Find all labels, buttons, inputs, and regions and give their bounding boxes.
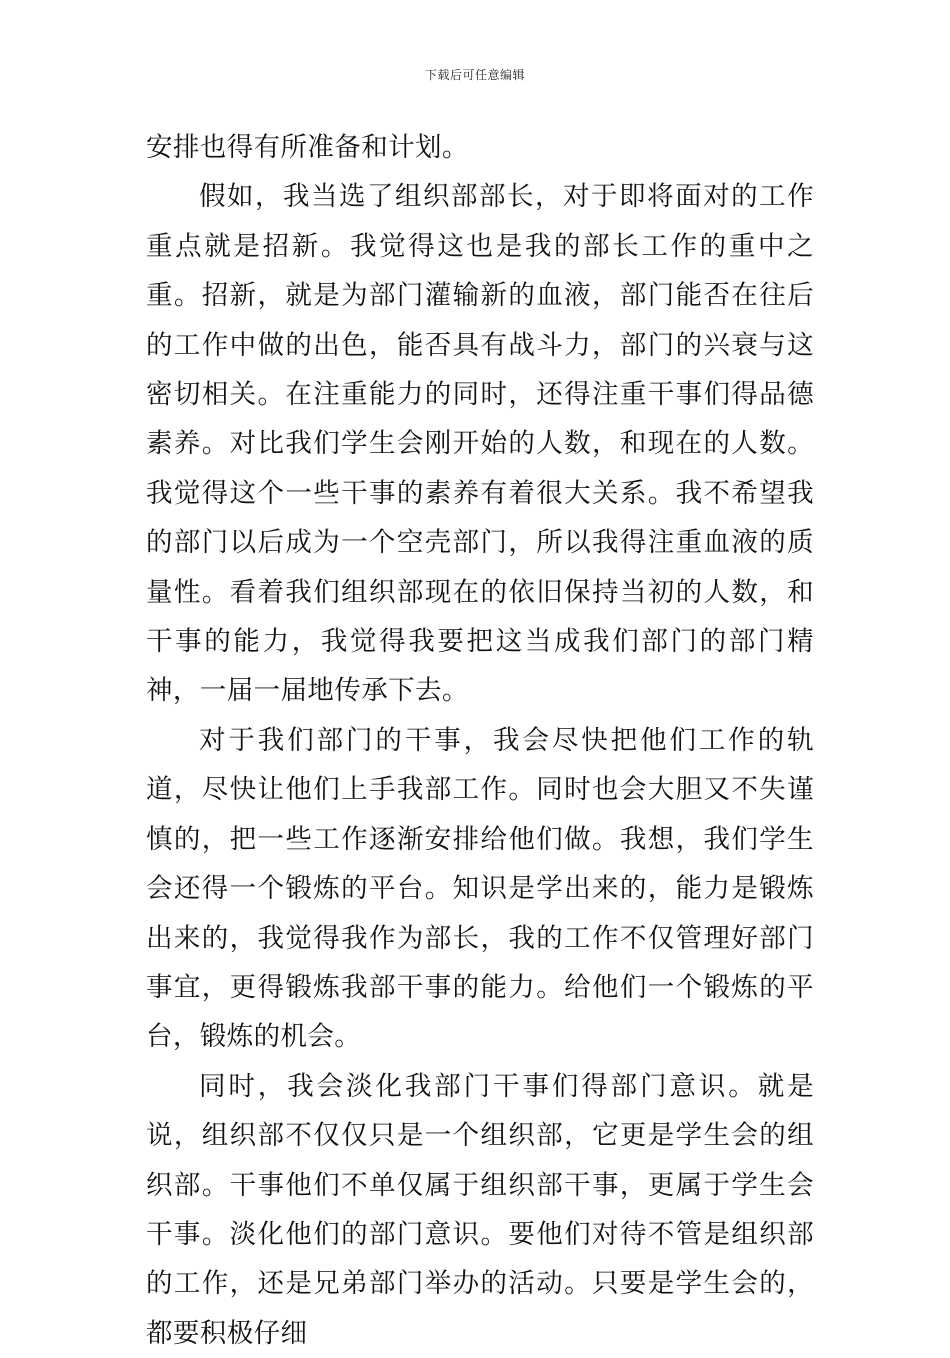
paragraph-2: 假如，我当选了组织部部长，对于即将面对的工作重点就是招新。我觉得这也是我的部长工作的重中之重。招新，就是为部门灌输新的血液，部门能否在往后的工作中做的出色，能否具有战斗力，部门的兴衰与这密切相关。在注重能力的同时，还得注重干事们得品德素养。对比我们学生会刚开始的人数，和现在的人数。我觉得这个一些干事的素养有着很大关系。我不希望我的部门以后成为一个空壳部门，所以我得注重血液的质量性。看着我们组织部现在的依旧保持当初的人数，和干事的能力，我觉得我要把这当成我们部门的部门精神，一届一届地传承下去。 [146,181,814,707]
document-body [146,123,814,1358]
paragraph-1: 安排也得有所准备和计划。 [146,132,469,163]
paragraph-3: 对于我们部门的干事，我会尽快把他们工作的轨道，尽快让他们上手我部工作。同时也会大胆又不失谨慎的，把一些工作逐渐安排给他们做。我想，我们学生会还得一个锻炼的平台。知识是学出来的，能力是锻炼出来的，我觉得我作为部长，我的工作不仅管理好部门事宜，更得锻炼我部干事的能力。给他们一个锻炼的平台，锻炼的机会。 [146,724,814,1053]
paragraph-4: 同时，我会淡化我部门干事们得部门意识。就是说，组织部不仅仅只是一个组织部，它更是学生会的组织部。干事他们不单仅属于组织部干事，更属于学生会干事。淡化他们的部门意识。要他们对待不管是组织部的工作，还是兄弟部门举办的活动。只要是学生会的，都要积极仔细 [146,1070,814,1349]
page-header: 下载后可任意编辑 [424,68,525,82]
